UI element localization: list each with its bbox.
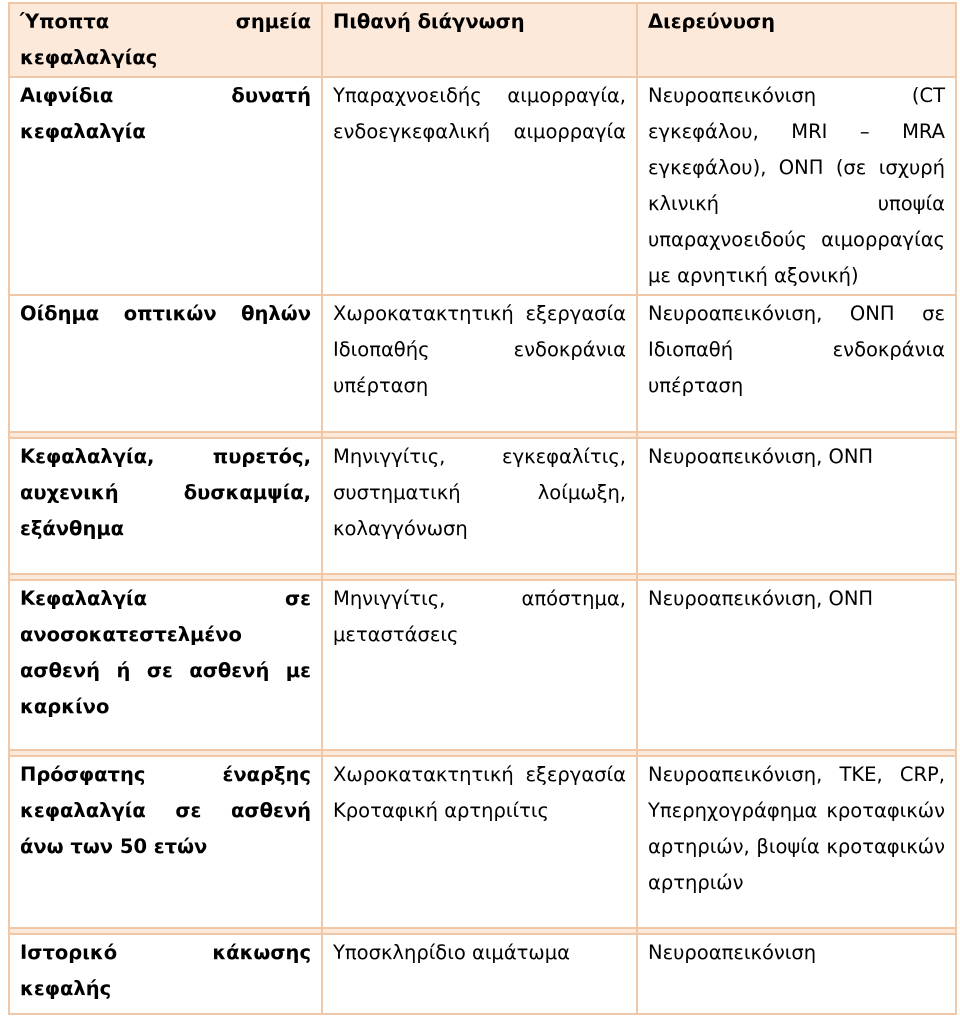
investigation-cell: Νευροαπεικόνιση (CT εγκεφάλου, MRI – MRA εγκεφάλου), ΟΝΠ (σε ισχυρή κλινική υποψία υπαραχνοειδούς αιμορραγίας με αρνητική αξονική): [637, 77, 956, 295]
symptom-cell: Ιστορικό κάκωσης κεφαλής: [9, 934, 322, 1014]
table-row: [9, 756, 956, 928]
table-row: [9, 580, 956, 750]
symptom-cell: Πρόσφατης έναρξης κεφαλαλγία σε ασθενή άνω των 50 ετών: [9, 756, 322, 928]
diagnosis-cell: Μηνιγγίτις, απόστημα, μεταστάσεις: [322, 580, 637, 750]
investigation-cell: Νευροαπεικόνιση, ΤΚΕ, CRP, Υπερηχογράφημα κροταφικών αρτηριών, βιοψία κροταφικών αρτηριών: [637, 756, 956, 928]
diagnosis-cell: Υποσκληρίδιο αιμάτωμα: [322, 934, 637, 1014]
table-row: [9, 77, 956, 295]
table-row: [9, 934, 956, 1014]
symptom-cell: Αιφνίδια δυνατή κεφαλαλγία: [9, 77, 322, 295]
diagnosis-cell: Υπαραχνοειδής αιμορραγία, ενδοεγκεφαλική αιμορραγία: [322, 77, 637, 295]
table-row: [9, 295, 956, 432]
investigation-cell: Νευροαπεικόνιση, ΟΝΠ: [637, 438, 956, 574]
investigation-cell: Νευροαπεικόνιση, ΟΝΠ: [637, 580, 956, 750]
investigation-cell: Νευροαπεικόνιση: [637, 934, 956, 1014]
diagnosis-cell: Χωροκατακτητική εξεργασία Κροταφική αρτηριίτις: [322, 756, 637, 928]
symptom-cell: Κεφαλαλγία, πυρετός, αυχενική δυσκαμψία, εξάνθημα: [9, 438, 322, 574]
header-investigation: Διερεύνυση: [637, 3, 956, 77]
headache-red-flags-table: [8, 2, 957, 1015]
diagnosis-cell: Μηνιγγίτις, εγκεφαλίτις, συστηματική λοίμωξη, κολαγγόνωση: [322, 438, 637, 574]
diagnosis-cell: Χωροκατακτητική εξεργασία Ιδιοπαθής ενδοκράνια υπέρταση: [322, 295, 637, 432]
symptom-cell: Κεφαλαλγία σε ανοσοκατεστελμένο ασθενή ή σε ασθενή με καρκίνο: [9, 580, 322, 750]
table-row: [9, 438, 956, 574]
header-diagnosis: Πιθανή διάγνωση: [322, 3, 637, 77]
investigation-cell: Νευροαπεικόνιση, ΟΝΠ σε Ιδιοπαθή ενδοκράνια υπέρταση: [637, 295, 956, 432]
header-symptom: Ύποπτα σημεία κεφαλαλγίας: [9, 3, 322, 77]
table-header-row: [9, 3, 956, 77]
symptom-cell: Οίδημα οπτικών θηλών: [9, 295, 322, 432]
